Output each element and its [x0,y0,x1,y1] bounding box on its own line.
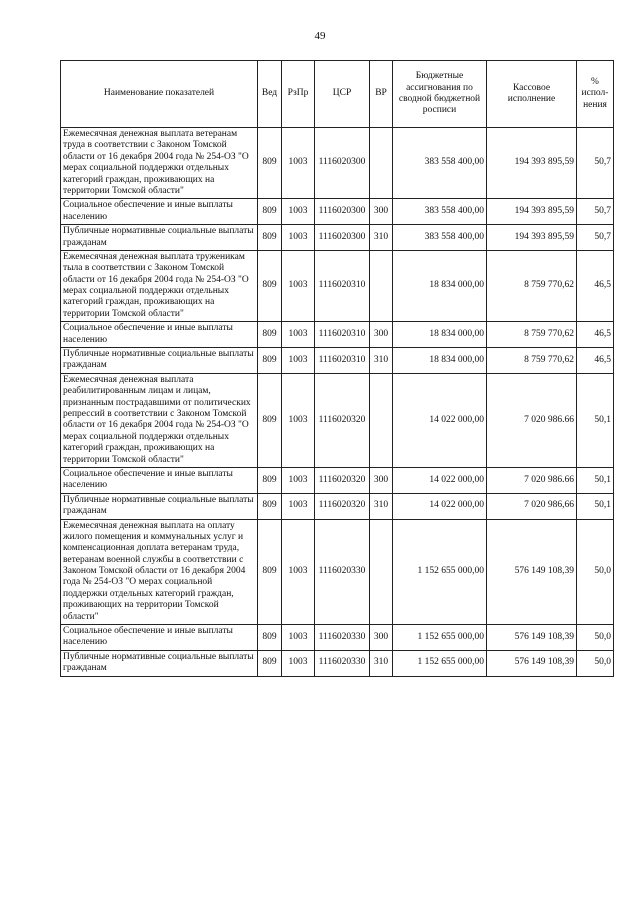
csr-code: 1116020300 [315,225,370,251]
cash-execution: 7 020 986.66 [487,467,577,493]
execution-percent: 46,5 [577,250,614,321]
budget-allocation: 14 022 000,00 [393,493,487,519]
cash-execution: 8 759 770,62 [487,250,577,321]
indicator-name: Публичные нормативные социальные выплаты гражданам [61,348,258,374]
ved-code: 809 [258,322,282,348]
page-number: 49 [314,30,326,42]
header-budget: Бюджетные ассигнования по сводной бюджетной росписи [393,61,487,128]
rzpr-code: 1003 [282,199,315,225]
execution-percent: 46,5 [577,348,614,374]
vr-code: 300 [370,625,393,651]
header-ved: Вед [258,61,282,128]
cash-execution: 8 759 770,62 [487,348,577,374]
header-pct: % испол-нения [577,61,614,128]
vr-code: 310 [370,225,393,251]
csr-code: 1116020320 [315,493,370,519]
csr-code: 1116020310 [315,322,370,348]
table-row [61,493,614,519]
rzpr-code: 1003 [282,625,315,651]
cash-execution: 194 393 895,59 [487,128,577,199]
budget-allocation: 14 022 000,00 [393,373,487,467]
indicator-name: Публичные нормативные социальные выплаты гражданам [61,493,258,519]
ved-code: 809 [258,373,282,467]
table-row [61,348,614,374]
indicator-name: Публичные нормативные социальные выплаты гражданам [61,650,258,676]
cash-execution: 7 020 986.66 [487,373,577,467]
ved-code: 809 [258,625,282,651]
csr-code: 1116020310 [315,250,370,321]
csr-code: 1116020300 [315,128,370,199]
ved-code: 809 [258,650,282,676]
budget-allocation: 18 834 000,00 [393,322,487,348]
table-row [61,373,614,467]
vr-code [370,373,393,467]
csr-code: 1116020300 [315,199,370,225]
table-row [61,250,614,321]
indicator-name: Ежемесячная денежная выплата реабилитированным лицам и лицам, признанным пострадавшими от политических репрессий в соответствии с Законом Томской области от 16 декабря 2004 года № 254-ОЗ "О мерах социальной поддержки отдельных категорий граждан, проживающих на территории Томской области" [61,373,258,467]
cash-execution: 194 393 895,59 [487,225,577,251]
execution-percent: 50,7 [577,128,614,199]
header-csr: ЦСР [315,61,370,128]
rzpr-code: 1003 [282,519,315,625]
budget-allocation: 14 022 000,00 [393,467,487,493]
table-row [61,225,614,251]
rzpr-code: 1003 [282,322,315,348]
indicator-name: Ежемесячная денежная выплата на оплату жилого помещения и коммунальных услуг и компенсационная доплата ветеранам труда, ветеранам военной службы в соответствии с Законом Томской области от 16 декабря 2004 года № 254-ОЗ "О мерах социальной поддержки отдельных категорий граждан, проживающих на территории Томской области" [61,519,258,625]
cash-execution: 576 149 108,39 [487,650,577,676]
vr-code: 310 [370,650,393,676]
csr-code: 1116020330 [315,650,370,676]
rzpr-code: 1003 [282,493,315,519]
csr-code: 1116020330 [315,519,370,625]
header-cash: Кассовое исполнение [487,61,577,128]
rzpr-code: 1003 [282,467,315,493]
vr-code: 300 [370,322,393,348]
budget-allocation: 383 558 400,00 [393,128,487,199]
cash-execution: 576 149 108,39 [487,625,577,651]
execution-percent: 50,1 [577,493,614,519]
budget-allocation: 18 834 000,00 [393,250,487,321]
budget-allocation: 18 834 000,00 [393,348,487,374]
indicator-name: Ежемесячная денежная выплата ветеранам труда в соответствии с Законом Томской области от 16 декабря 2004 года № 254-ОЗ "О мерах социальной поддержки отдельных категорий граждан, проживающих на территории Томской области" [61,128,258,199]
indicator-name: Социальное обеспечение и иные выплаты населению [61,625,258,651]
execution-percent: 50,0 [577,650,614,676]
cash-execution: 7 020 986,66 [487,493,577,519]
ved-code: 809 [258,199,282,225]
budget-allocation: 1 152 655 000,00 [393,650,487,676]
budget-allocation: 1 152 655 000,00 [393,519,487,625]
table-row [61,322,614,348]
rzpr-code: 1003 [282,650,315,676]
table-row [61,199,614,225]
vr-code: 310 [370,493,393,519]
budget-allocation: 383 558 400,00 [393,225,487,251]
rzpr-code: 1003 [282,250,315,321]
cash-execution: 194 393 895,59 [487,199,577,225]
cash-execution: 576 149 108,39 [487,519,577,625]
ved-code: 809 [258,467,282,493]
table-row [61,625,614,651]
header-rzpr: РзПр [282,61,315,128]
table-row [61,467,614,493]
ved-code: 809 [258,250,282,321]
ved-code: 809 [258,225,282,251]
vr-code: 300 [370,467,393,493]
budget-allocation: 383 558 400,00 [393,199,487,225]
csr-code: 1116020320 [315,467,370,493]
csr-code: 1116020330 [315,625,370,651]
indicator-name: Социальное обеспечение и иные выплаты населению [61,322,258,348]
budget-allocation: 1 152 655 000,00 [393,625,487,651]
vr-code [370,250,393,321]
execution-percent: 50,1 [577,467,614,493]
table-header-row [61,61,614,128]
execution-percent: 46,5 [577,322,614,348]
vr-code [370,519,393,625]
csr-code: 1116020310 [315,348,370,374]
ved-code: 809 [258,128,282,199]
execution-percent: 50,7 [577,199,614,225]
vr-code: 310 [370,348,393,374]
execution-percent: 50,1 [577,373,614,467]
rzpr-code: 1003 [282,128,315,199]
execution-percent: 50,0 [577,625,614,651]
vr-code: 300 [370,199,393,225]
rzpr-code: 1003 [282,348,315,374]
vr-code [370,128,393,199]
rzpr-code: 1003 [282,373,315,467]
indicator-name: Публичные нормативные социальные выплаты гражданам [61,225,258,251]
ved-code: 809 [258,348,282,374]
table-row [61,519,614,625]
budget-execution-table [60,60,614,677]
csr-code: 1116020320 [315,373,370,467]
header-name: Наименование показателей [61,61,258,128]
indicator-name: Социальное обеспечение и иные выплаты населению [61,199,258,225]
rzpr-code: 1003 [282,225,315,251]
indicator-name: Ежемесячная денежная выплата труженикам тыла в соответствии с Законом Томской области от 16 декабря 2004 года № 254-ОЗ "О мерах социальной поддержки отдельных категорий граждан, проживающих на территории Томской области" [61,250,258,321]
header-vr: ВР [370,61,393,128]
table-body [61,128,614,677]
execution-percent: 50,7 [577,225,614,251]
table-row [61,128,614,199]
ved-code: 809 [258,519,282,625]
ved-code: 809 [258,493,282,519]
cash-execution: 8 759 770,62 [487,322,577,348]
execution-percent: 50,0 [577,519,614,625]
table-row [61,650,614,676]
indicator-name: Социальное обеспечение и иные выплаты населению [61,467,258,493]
